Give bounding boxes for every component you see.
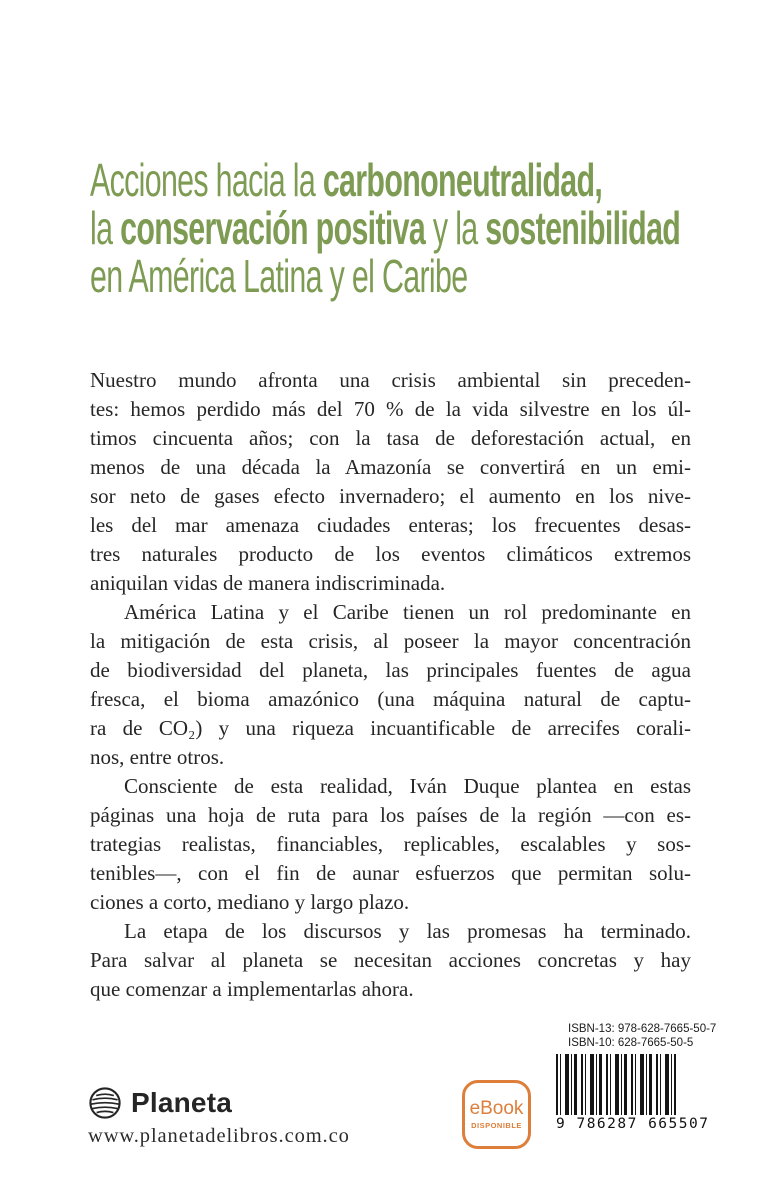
text-line: tenibles—, con el fin de aunar esfuerzos que permitan solu- [90, 861, 691, 885]
text-line: Consciente de esta realidad, Iván Duque plantea en estas [124, 774, 691, 798]
paragraph-2 [90, 598, 691, 772]
tagline-line-1 [90, 156, 763, 204]
text-line: de biodiversidad del planeta, las principales fuentes de agua [90, 658, 691, 682]
tagline-line-2 [90, 204, 763, 252]
text-line: América Latina y el Caribe tienen un rol predominante en [124, 600, 691, 624]
text-line: trategias realistas, financiables, replicables, escalables y sos- [90, 832, 691, 856]
text-line: tres naturales producto de los eventos climáticos extremos [90, 542, 691, 566]
text-line: La etapa de los discursos y las promesas ha terminado. [124, 919, 691, 943]
publisher-website: www.planetadelibros.com.co [88, 1125, 350, 1147]
text-line: Nuestro mundo afronta una crisis ambiental sin preceden- [90, 368, 691, 392]
planeta-globe-icon [88, 1086, 122, 1120]
text-line: que comenzar a implementarlas ahora. [90, 977, 414, 1001]
text-line: ra de CO₂) y una riqueza incuantificable de arrecifes corali- [90, 716, 691, 740]
text-line: Para salvar al planeta se necesitan acciones concretas y hay [90, 948, 691, 972]
tagline-line-3 [90, 252, 763, 300]
tagline-text: y la [425, 202, 486, 254]
text-line: aniquilan vidas de manera indiscriminada. [90, 571, 446, 595]
tagline-text-bold: conservación positiva [120, 202, 426, 254]
ebook-badge [462, 1080, 531, 1149]
tagline-text-bold: sostenibilidad [485, 202, 681, 254]
text-line: timos cincuenta años; con la tasa de deforestación actual, en [90, 426, 691, 450]
text-line: les del mar amenaza ciudades enteras; los frecuentes desas- [90, 513, 691, 537]
barcode-digits: 9 786287 665507 [556, 1116, 710, 1132]
barcode-section [556, 1022, 736, 1132]
text-line: nos, entre otros. [90, 745, 225, 769]
text-line: fresca, el bioma amazónico (una máquina natural de captu- [90, 687, 691, 711]
tagline-text: en América Latina y el Caribe [90, 250, 468, 302]
publisher-name: Planeta [131, 1087, 232, 1118]
ebook-badge-subtitle: DISPONIBLE [471, 1121, 522, 1130]
text-line: menos de una década la Amazonía se convertirá en un emi- [90, 455, 691, 479]
text-line: tes: hemos perdido más del 70 % de la vida silvestre en los úl- [90, 397, 691, 421]
paragraph-1 [90, 366, 691, 598]
paragraph-3 [90, 772, 691, 917]
tagline [90, 156, 730, 300]
text-line: la mitigación de esta crisis, al poseer la mayor concentración [90, 629, 691, 653]
text-line: páginas una hoja de ruta para los países de la región —con es- [90, 803, 691, 827]
tagline-text: Acciones hacia la [90, 154, 323, 206]
synopsis [90, 366, 691, 1004]
text-line: sor neto de gases efecto invernadero; el aumento en los nive- [90, 484, 691, 508]
tagline-text: la [90, 202, 121, 254]
isbn13-label: ISBN-13: 978-628-7665-50-7 [568, 1023, 717, 1035]
publisher-block [88, 1086, 350, 1148]
ebook-badge-title: eBook [469, 1098, 524, 1119]
tagline-inner [90, 156, 763, 300]
text-line: ciones a corto, mediano y largo plazo. [90, 890, 410, 914]
tagline-text-bold: carbononeutralidad, [322, 154, 603, 206]
isbn10-label: ISBN-10: 628-7665-50-5 [568, 1037, 694, 1049]
paragraph-4 [90, 917, 691, 1004]
publisher-logo [88, 1086, 350, 1120]
